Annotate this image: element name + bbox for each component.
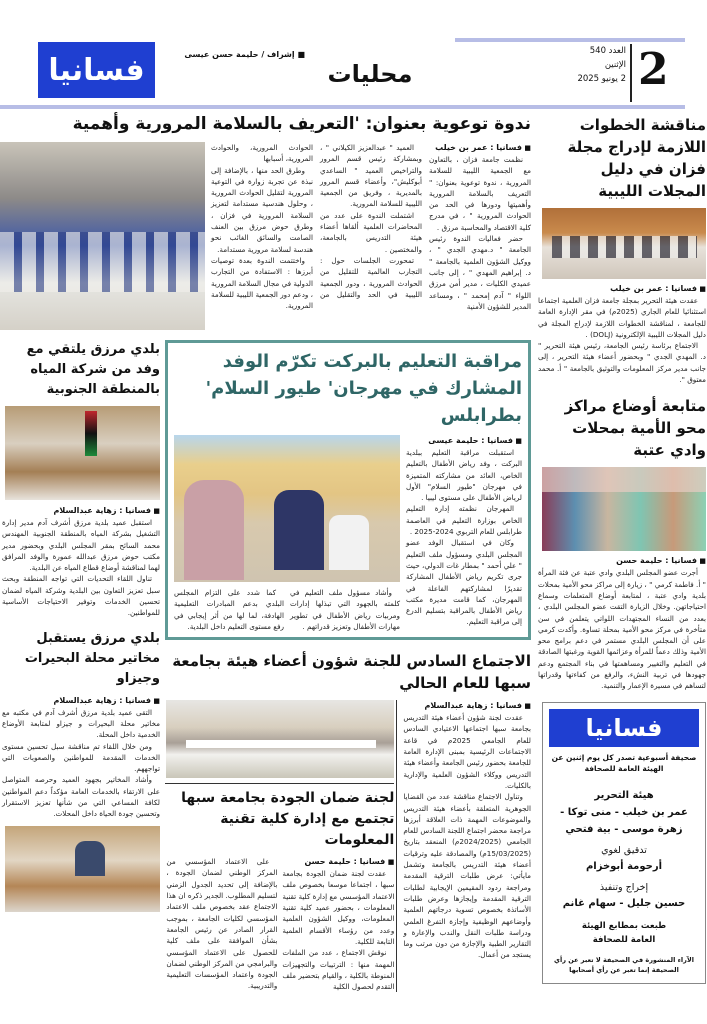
issue-info (560, 44, 626, 86)
story-body (538, 555, 706, 691)
main-area (0, 112, 531, 1002)
issue-weekday: الإثنين (604, 60, 626, 70)
story-column (290, 587, 400, 632)
masthead-logo: فسانيا (549, 709, 699, 747)
byline: ■ فسانيا : حليمة حسن (538, 555, 706, 567)
proofreading-name: أرحومة أبوخزام (585, 860, 663, 872)
design-label: إخراج وتنفيذ (599, 881, 649, 893)
paragraph: عقدت لجنة ضمان الجودة بجامعة سبها ، اجتماعا موسعا بخصوص ملف الاعتماد المؤسسي مع إدارة كلية تقنية المعلومات ، بحضور عميد كلية تقنية المعلومات، ووكيل الشؤون العلمية وعدد من رؤساء الأقسام العلمية التابعة للكلية. (282, 869, 395, 946)
paragraph: التقى عميد بلدية مرزق أشرف آدم في مكتبه مع مخاتير محلة البحيرات و جيزاو لمتابعة الأوضاع الخدمية داخل المحلة. (2, 707, 160, 740)
story-body (2, 695, 160, 820)
story-traffic (0, 112, 531, 330)
paragraph: العميد " عبدالعزيز الكيلاني " ، وبمشاركة رئيس قسم المرور والتراخيص العميد " الساعدي أبوكليش"، وأعضاء قسم المرور بالمديرية ، وفريق من الجمعية الليبية للسلامة المرورية. (320, 143, 422, 209)
story-column (282, 856, 394, 992)
masthead-box (542, 702, 706, 984)
divider (165, 783, 394, 784)
paragraph: عقدت هيئة التحرير بمجلة جامعة فزان العلمية اجتماعا استثنائيا للعام الجاري (2025م) في مقر الإدارة العامة للجامعة ، لمناقشة الخطوات اللازمة لإدراج المجلة في دليل المجلات الليبية الإلكترونية (DOLJ) . (538, 296, 706, 339)
paragraph: أجرت عضو المجلس البلدي وادي عتبة عن فئة المرأة " أ. فاطمة كرمي " ، زيارة إلى مراكز محو الأمية بمحلات بلدية وادي عتبة ، لمتابعة أوضاع المتعلمات وسماع احتياجاتهن. وخلال الزيارة التقت عضو المجلس البلدي ، بعدد من النساء المجتهدات اللواتي يتعلمن في سن متأخرة في مركز محو الأمية بمحلة تساوة. وأكدت كرمي على أن المجلس البلدي مستمر في دعم برامج محو الأمية وذلك دعماً للمرأة وعزائمها القوية ورغبتها الصادقة في التعليم والتغيير ومساهمتها في بناء المجتمع ودعم جهودها في تربية النشء، والرفع من كفاءتها وقدراتها لتساهم في مسيرة الإعمار والتنمية. (538, 568, 706, 691)
paragraph: تمحورت الجلسات حول : التجارب العالمية للتقليل من الحوادث المرورية ، ودور الجمعية الليبية في الحد والتقليل من الحوادث المرورية، والحوادث المرورية، أسبابها (211, 143, 422, 299)
newspaper-logo: فسانيا (38, 42, 155, 98)
byline: ■ فسانيا : زهاية عبدالسلام (2, 505, 160, 517)
supervisor-credit: ■ إشراف / حليمة حسن عيسى (184, 50, 305, 59)
page-number-divider (630, 44, 632, 102)
story-column (174, 587, 284, 632)
paragraph: وأشاد المخاتير بجهود العميد وحرصه المتواصل على الارتقاء بالخدمات العامة مؤكداً دعم المواطنين لكافة المساعي التي من شأنها تعزيز الاستقرار وتحسين جودة الحياة داخل المحلات. (2, 775, 160, 819)
byline: ■ فسانيا : زهاية عبدالسلام (2, 695, 160, 707)
photo-faculty-meeting (166, 700, 394, 778)
story-headline: ندوة توعوية بعنوان: 'التعريف بالسلامة المرورية وأهمية (72, 114, 531, 134)
paragraph: تناول اللقاء التحديات التي تواجه المنطقة وبحث سبل تعزيز التعاون بين البلدية وشركة المياه لضمان تحسين الخدمات وتوفير الاحتياجات الأساسية للمواطنين. (2, 574, 160, 618)
disclaimer: الآراء المنشورة في الصحيفة لا تعبر عن رأي الصحيفة إنما تعبر عن رأي أصحابها (554, 955, 694, 974)
story-quality (165, 788, 394, 992)
story-water (2, 340, 160, 619)
story-headline: الاجتماع السادس للجنة شؤون أعضاء هيئة بجامعة سبها للعام الحالي (172, 652, 531, 693)
story-column (166, 856, 277, 992)
paragraph: ومن خلال اللقاء تم مناقشة سبل تحسين مستوى الخدمات المقدمة للمواطنين والصعوبات التي تواجههم. (2, 741, 160, 774)
byline: ■ فسانيا : حليمة عيسى (406, 435, 522, 447)
photo-mukhtars-meeting (5, 826, 160, 912)
paragraph: واختتمت الندوة بعدة توصيات أبرزها : الاستفادة من التجارب الدولية في مجال السلامة المرورية ، ودعم دور الجمعية الليبية للسلامة المرورية. (210, 255, 313, 311)
design-names: حسين جليل - سهام غانم (562, 897, 686, 909)
right-column (538, 114, 706, 984)
story-faculty (165, 650, 531, 992)
paragraph: حضر فعاليات الندوة رئيس الجامعة " د.مهدي الجدي " ، ووكيل الشؤون العلمية بالجامعة " د. إبراهيم المهدي " ، إلى جانب عميدي الكليات ، مدير أمن مرزق اللواء " آدم إمحمد " ، ومساعد المدير للشؤون الأمنية (429, 234, 531, 311)
photo-seminar-audience (0, 142, 205, 330)
photo-literacy-center (542, 467, 706, 551)
paragraph: نوقش الاجتماع ، عدد من الملفات المهمة منها : الترتيبات والتجهيزات المنوطة بالكلية ، والقيام بتحضير ملف التقدم لحصول الكلية (282, 948, 395, 992)
byline: ■ فسانيا : عمر بن خيلب (538, 283, 706, 295)
page-number: 2 (638, 44, 669, 95)
header-bottom-rule (0, 105, 685, 109)
proofreading-label: تدقيق لغوي (601, 844, 647, 856)
story-headline: مراقبة التعليم بالبركت تكرّم الوفد المشارك في مهرجان' طيور السلام' بطرابلس (205, 351, 522, 426)
issue-number: العدد 540 (589, 46, 626, 56)
middle-column (165, 340, 531, 1002)
story-literacy (538, 395, 706, 691)
story-mukhtars (2, 629, 160, 912)
paragraph: وكان في استقبال الوفد عضو المجلس البلدي ومسؤول ملف التعليم " علي أحمد " بمطار غات الدولي، حيث جرى تكريم رياض الأطفال المشاركة تقديرًا لمشاركتهم الفاعلة في المهرجان، كما قامت مديرة مكتب رياض الأطفال بالمراقبة بتسليم الدرع إلى مراقبة التعليم. (406, 538, 522, 627)
paragraph: استقبل عميد بلدية مرزق أشرف آدم مدير إدارة التشغيل بشركة المياه بالمنطقة الجنوبية المهندس محمد السائح بمقر المجلس البلدي وبحضور مدير مكتب حوض مرزق عبدالله عمورة والوفد المرافق لهما لمناقشة أوضاع قطاع المياه عن البلدية. (2, 518, 160, 573)
printed-by: طبعت بمطابع الهيئة (581, 920, 667, 931)
story-body (406, 435, 522, 628)
story-festival (165, 340, 531, 640)
left-column (2, 340, 160, 922)
photo-editorial-meeting (542, 208, 706, 279)
photo-festival-welcome (174, 435, 400, 582)
section-title: محليات (327, 60, 413, 88)
editorial-names: زهرة موسى - بية فتحي (565, 823, 683, 835)
story-body (211, 142, 531, 312)
byline: ■ فسانيا : عمر بن خيلب (429, 142, 531, 154)
paragraph: وأشاد مسؤول ملف التعليم في كلمته بالجهود التي تبذلها إدارات ومربيات رياض الأطفال في تطوير مهارات الأطفال وتعزيز قدراتهم . (290, 588, 400, 631)
editorial-label: هيئة التحرير (594, 789, 654, 801)
paragraph: الاجتماع برئاسة رئيس الجامعة، رئيس هيئة التحرير " د. المهدي الجدي " وبحضور أعضاء هيئة التحرير ، إلى جانب مدير مركز المعلومات والتوثيق بالجامعة " أ. محمد معتوق ". (538, 341, 706, 385)
paragraph: اشتملت الندوة على عدد من المحاضرات العلمية ألقاها أعضاء هيئة التدريس بالجامعة، والمختصين . (320, 210, 422, 254)
paragraph: المهرجان نظمته إدارة التعليم الخاص بوزارة التعليم في العاصمة طرابلس للعام التربوي 2024-2025 . (406, 504, 522, 537)
story-headline: لجنة ضمان الجودة بجامعة سبها تجتمع مع إدارة كلية تقنية المعلومات (181, 790, 395, 849)
story-body (403, 700, 531, 961)
paragraph: كما شدد على التزام المجلس البلدي بدعم المبادرات التعليمية الهادفة، لما لها من أثر إيجابي في رفع مستوى التعليم داخل البلدية. (174, 588, 284, 631)
story-headline: مناقشة الخطوات اللازمة لإدراج مجلة فزان في دليل المجلات الليبية (567, 116, 706, 200)
paragraph: وطرق الحد منها ، بالإضافة إلى نبذة عن تجربة زوارة في التوعية المرورية لتقليل الحوادث المرورية ، وحلول هندسية مستدامة لتعزيز السلامة المرورية في فزان ، وطرق حوض مرزق بين العنف الصامت والسائق الغائب نحو هندسة لسلامة مرورية مستدامة. (211, 165, 313, 254)
story-headline: متابعة أوضاع مراكز محو الأمية بمحلات وادي عتبة (564, 397, 706, 460)
story-body (538, 283, 706, 385)
printed-by: العامة للصحافة (592, 934, 656, 945)
photo-water-meeting (5, 406, 160, 500)
story-headline: بلدي مرزق يلتقي مع وفد من شركة المياه بالمنطقة الجنوبية (26, 342, 160, 397)
editorial-names: عمر بن خيلب - منى توكا - (560, 806, 688, 818)
byline: ■ فسانيا : حليمة حسن (282, 856, 394, 868)
issue-date: 2 يونيو 2025 (577, 74, 626, 84)
masthead-tagline: صحيفة أسبوعية تصدر كل يوم إثنين عن الهيئة العامة للصحافة (551, 752, 697, 773)
story-headline: بلدي مرزق يستقبل مخاتير محلة البحيرات وجيزاو (24, 630, 160, 686)
paragraph: وتناول الاجتماع مناقشة عدد من القضايا الجوهرية المتعلقة بأعضاء هيئة التدريس والموضوعات المهمة ذات العلاقة أبرزها مراجعة محضر اجتماع اللجنة السادس للعام الجامعي (2024/2025م) المنعقد بتاريخ (15/03/2025م) والمصادقة عليه وترقيات أعضاء هيئة التدريس بالجامعة وتشمل مايأتي: عرض طلبات الترقية المقدمة ومراجعة ردود المقيمين الإيجابية لطلبات الترقية المقدمة وإيجازها وعرض طلبات الأساتذة بخصوص تسوية درجاتهم العلمية وأوضاعهم الوظيفية وإجازة التفرغ العلمي ودراسة طلبات النقل والندب والإعارة و التقارير الطبية والإجازة من دون مرتب وما يستجد من أعمال. (403, 792, 531, 960)
paragraph: على الاعتماد المؤسسي من المركز الوطني لضمان الجودة ، بالإضافة إلى تحديد الجدول الزمني لتسليم المطلوب. الجدير ذكره ان هذا الاجتماع عقد بخصوص ملف الاعتماد المؤسسي لكليات الجامعة ، بموجب القرار الصادر عن رئيس الجامعة بشأن الموافقة على ملف كلية للحصول على الاعتماد المؤسسي والبرامجي من المركز الوطني لضمان الجودة واعتماد المؤسسات التعليمية والتدريبية. (166, 857, 278, 991)
paragraph: عقدت لجنة شؤون أعضاء هيئة التدريس بجامعة سبها اجتماعها الاعتيادي السادس للعام الجامعي 2025م في قاعة الاجتماعات الرئيسية بمبنى الإدارة العامة للجامعة بحضور رئيس الجامعة وأعضاء هيئة التدريس ووكلاء الشؤون العلمية والإدارية بالكليات. (403, 713, 532, 790)
paragraph: نظمت جامعة فزان ، بالتعاون مع الجمعية الليبية للسلامة المرورية ، ندوة توعوية بعنوان: " التعريف بالسلامة المرورية وأهميتها ودورها في الحد من الحوادث المرورية " ، في مدرج كلية الاقتصاد والمحاسبة مرزق . (429, 155, 531, 232)
story-magazine (538, 114, 706, 385)
story-body (2, 505, 160, 619)
paragraph: استقبلت مراقبة التعليم ببلدية البركت ، وفد رياض الأطفال بالتعليم الخاص، العائد من مشاركته المتميزة في مهرجان "طيور السلام" الأول لرياض الأطفال على مستوى ليبيا . (406, 448, 522, 503)
byline: ■ فسانيا : زهاية عبدالسلام (403, 700, 531, 712)
